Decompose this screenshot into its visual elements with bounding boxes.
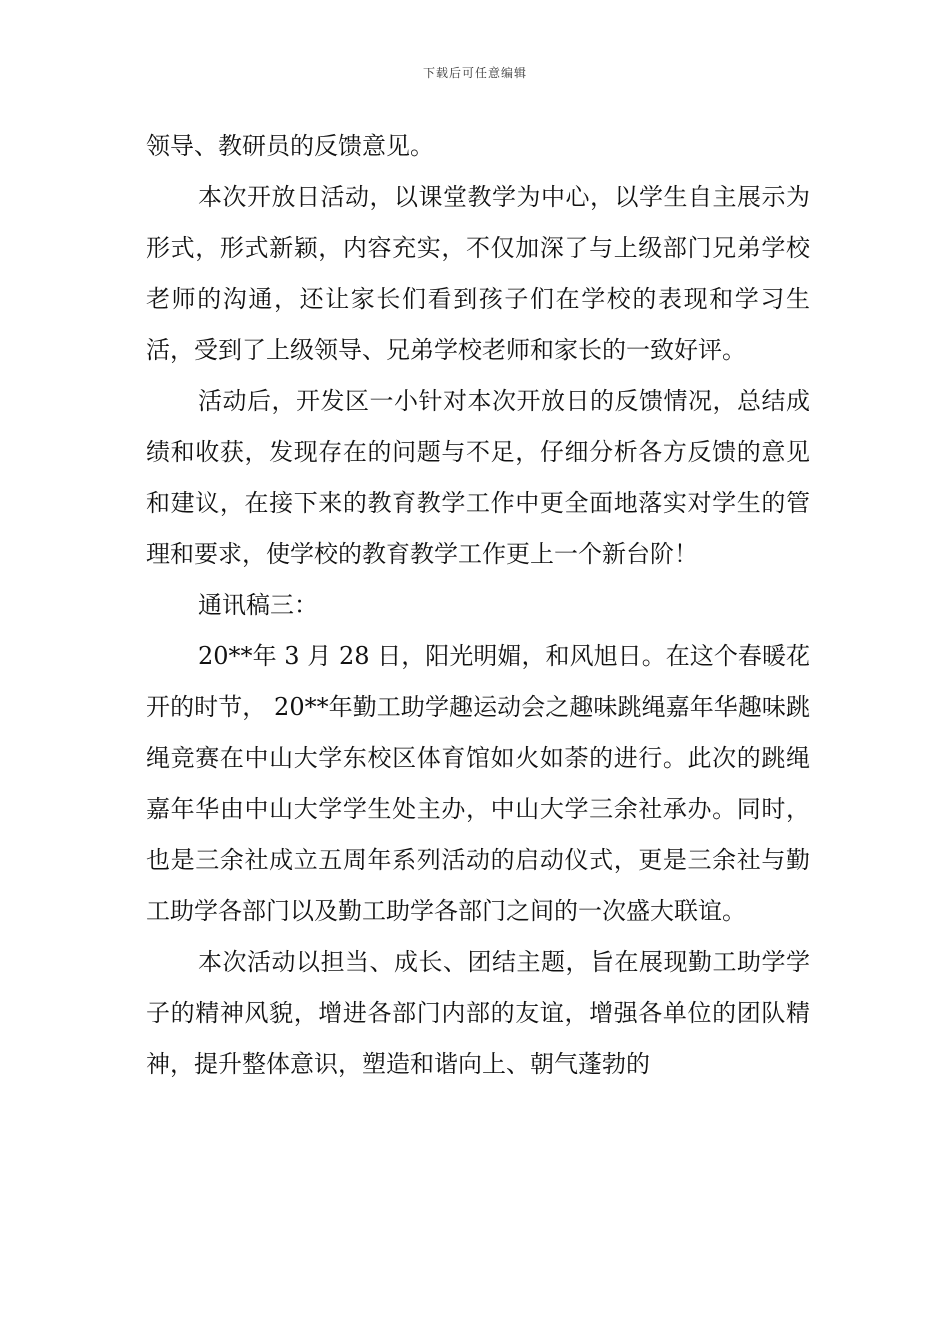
- section-heading: 通讯稿三：: [198, 591, 318, 619]
- paragraph-5: 本次活动以担当、成长、团结主题，旨在展现勤工助学学子的精神风貌，增进各部门内部的友谊，增强各单位的团队精神，提升整体意识，塑造和谐向上、朝气蓬勃的: [146, 948, 810, 1078]
- document-body: [146, 121, 810, 1090]
- paragraph-2: 本次开放日活动，以课堂教学为中心，以学生自主展示为形式，形式新颖，内容充实，不仅加深了与上级部门兄弟学校老师的沟通，还让家长们看到孩子们在学校的表现和学习生活，受到了上级领导、兄弟学校老师和家长的一致好评。: [146, 183, 810, 364]
- paragraph-3: 活动后，开发区一小针对本次开放日的反馈情况，总结成绩和收获，发现存在的问题与不足，仔细分析各方反馈的意见和建议，在接下来的教育教学工作中更全面地落实对学生的管理和要求，使学校的教育教学工作更上一个新台阶！: [146, 387, 810, 568]
- paragraph-1: 领导、教研员的反馈意见。: [146, 132, 434, 160]
- page-header: 下载后可任意编辑: [422, 66, 527, 80]
- paragraph-4: 20**年 3 月 28 日，阳光明媚，和风旭日。在这个春暖花开的时节， 20**年勤工助学趣运动会之趣味跳绳嘉年华趣味跳绳竞赛在中山大学东校区体育馆如火如荼的进行。此次的跳绳嘉年华由中山大学学生处主办，中山大学三余社承办。同时，也是三余社成立五周年系列活动的启动仪式，更是三余社与勤工助学各部门以及勤工助学各部门之间的一次盛大联谊。: [146, 642, 810, 925]
